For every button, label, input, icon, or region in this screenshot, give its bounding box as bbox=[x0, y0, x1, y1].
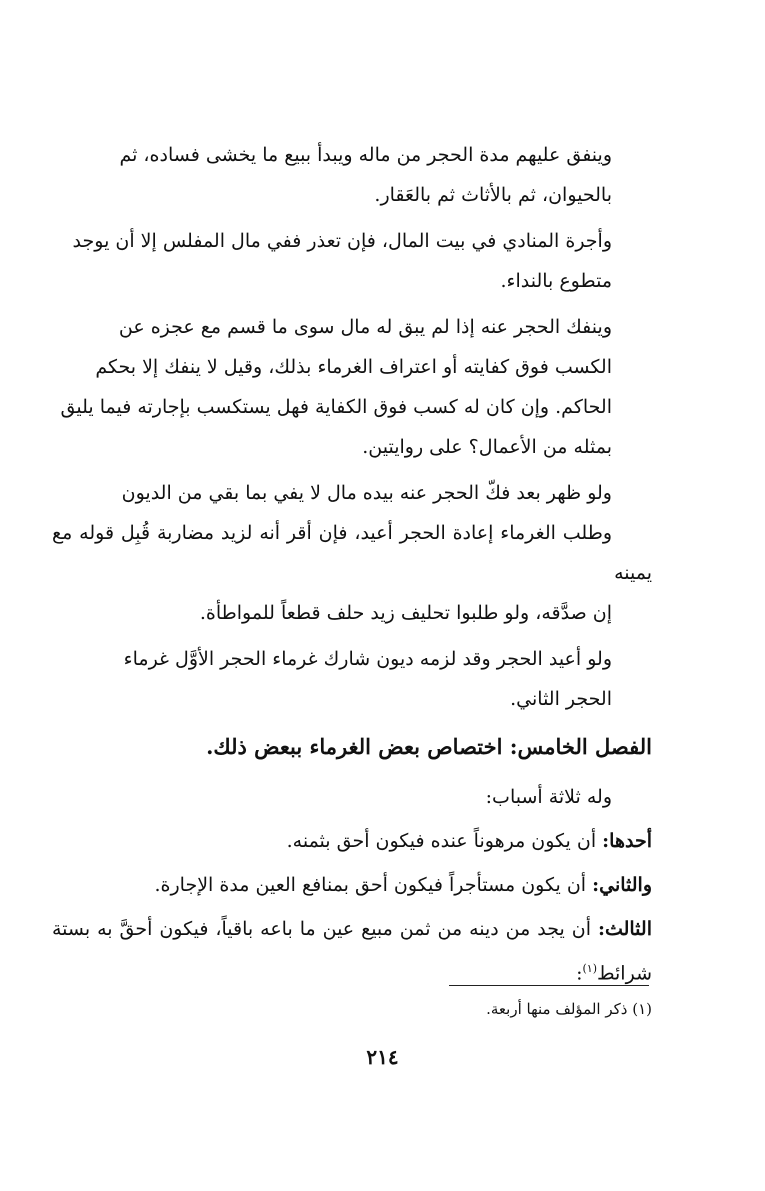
item-text: أن يكون مستأجراً فيكون أحق بمنافع العين مدة الإجارة. bbox=[154, 874, 587, 896]
text-line: بالحيوان، ثم بالأثاث ثم بالعَقار. bbox=[374, 184, 612, 206]
text-line: وأجرة المنادي في بيت المال، فإن تعذر ففي مال المفلس إلا أن يوجد bbox=[72, 230, 612, 252]
section-intro: وله ثلاثة أسباب: bbox=[485, 786, 612, 808]
text-line: وينفق عليهم مدة الحجر من ماله ويبدأ ببيع ما يخشى فساده، ثم bbox=[119, 144, 612, 166]
text-line: إن صدَّقه، ولو طلبوا تحليف زيد حلف قطعاً للمواطأة. bbox=[199, 602, 612, 624]
text-line: متطوع بالنداء. bbox=[500, 270, 612, 292]
footnote-reference: (١) bbox=[582, 962, 597, 975]
text-line: بمثله من الأعمال؟ على روايتين. bbox=[362, 436, 612, 458]
item-text: أن يجد من دينه من ثمن مبيع عين ما باعه باقياً، فيكون أحقَّ به بستة شرائط bbox=[52, 918, 652, 985]
footnote: (١) ذكر المؤلف منها أربعة. bbox=[486, 1000, 652, 1018]
page-number: ٢١٤ bbox=[366, 1045, 399, 1069]
item-text: أن يكون مرهوناً عنده فيكون أحق بثمنه. bbox=[286, 830, 597, 852]
list-item bbox=[52, 865, 652, 905]
text-line: وطلب الغرماء إعادة الحجر أعيد، فإن أقر أنه لزيد مضاربة قُبِل قوله مع يمينه bbox=[52, 522, 652, 584]
body-text bbox=[52, 135, 652, 997]
paragraph bbox=[52, 307, 652, 467]
paragraph bbox=[52, 135, 652, 215]
item-label: والثاني: bbox=[592, 874, 652, 896]
text-line: ولو ظهر بعد فكّ الحجر عنه بيده مال لا يفي بما بقي من الديون bbox=[121, 482, 612, 504]
item-label: الثالث: bbox=[597, 918, 652, 940]
paragraph bbox=[52, 473, 652, 633]
footnote-divider bbox=[449, 985, 649, 986]
paragraph bbox=[52, 221, 652, 301]
item-label: أحدها: bbox=[602, 830, 652, 852]
section-heading: الفصل الخامس: اختصاص بعض الغرماء ببعض ذلك. bbox=[206, 734, 652, 759]
text-line: الحاكم. وإن كان له كسب فوق الكفاية فهل يستكسب بإجارته فيما يليق bbox=[60, 396, 612, 418]
list-item bbox=[52, 909, 652, 993]
text-line: الكسب فوق كفايته أو اعتراف الغرماء بذلك، وقيل لا ينفك إلا بحكم bbox=[95, 356, 612, 378]
text-line: وينفك الحجر عنه إذا لم يبق له مال سوى ما قسم مع عجزه عن bbox=[118, 316, 612, 338]
paragraph bbox=[52, 639, 652, 719]
list-item bbox=[52, 821, 652, 861]
item-tail: : bbox=[576, 962, 583, 985]
text-line: ولو أعيد الحجر وقد لزمه ديون شارك غرماء الحجر الأوَّل غرماء bbox=[123, 648, 612, 670]
text-line: الحجر الثاني. bbox=[510, 688, 612, 710]
